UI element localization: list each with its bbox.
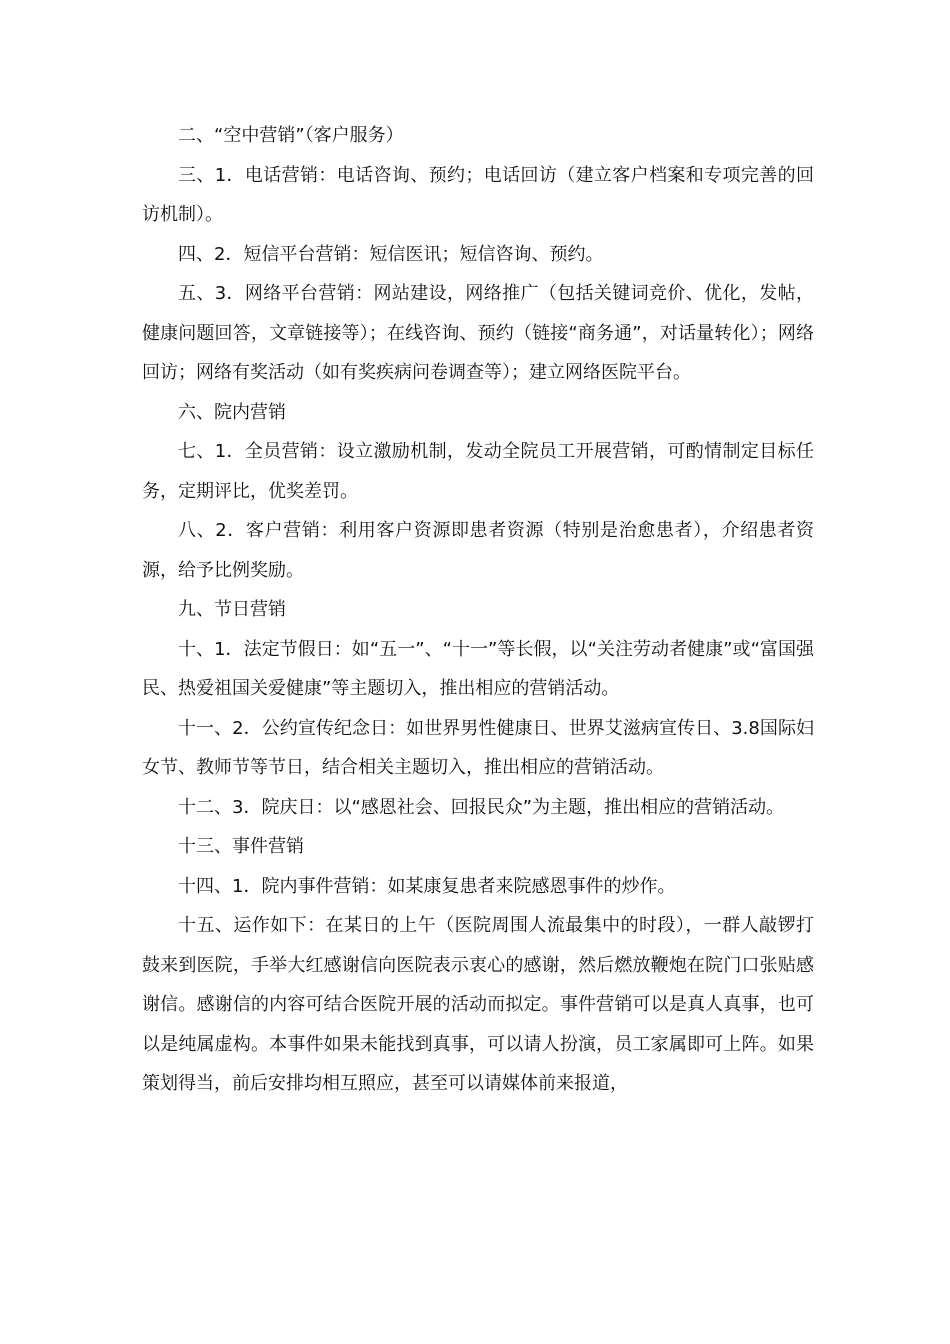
document-body — [142, 116, 814, 1104]
paragraph-commemoration-days: 十一、2．公约宣传纪念日：如世界男性健康日、世界艾滋病宣传日、3.8国际妇女节、教师节等节日，结合相关主题切入，推出相应的营销活动。 — [142, 717, 814, 778]
paragraph-anniversary: 十二、3．院庆日：以“感恩社会、回报民众”为主题，推出相应的营销活动。 — [178, 796, 785, 818]
paragraph-inhospital-event: 十四、1．院内事件营销：如某康复患者来院感恩事件的炒作。 — [178, 875, 676, 897]
paragraph-sms-marketing: 四、2．短信平台营销：短信医讯；短信咨询、预约。 — [178, 243, 604, 265]
paragraph-inhospital-heading: 六、院内营销 — [178, 401, 286, 423]
paragraph-staff-marketing: 七、1．全员营销：设立激励机制，发动全院员工开展营销，可酌情制定目标任务，定期评比，优奖差罚。 — [142, 441, 814, 502]
paragraph-phone-marketing: 三、1．电话营销：电话咨询、预约；电话回访（建立客户档案和专项完善的回访机制）。 — [142, 164, 814, 225]
paragraph-web-marketing: 五、3．网络平台营销：网站建设，网络推广（包括关键词竞价、优化，发帖，健康问题回答，文章链接等）；在线咨询、预约（链接“商务通”，对话量转化）；网络回访；网络有奖活动（如有奖疾病问卷调查等）；建立网络医院平台。 — [142, 283, 814, 383]
paragraph-event-operation: 十五、运作如下：在某日的上午（医院周围人流最集中的时段），一群人敲锣打鼓来到医院，手举大红感谢信向医院表示衷心的感谢，然后燃放鞭炮在院门口张贴感谢信。感谢信的内容可结合医院开展的活动而拟定。事件营销可以是真人真事，也可以是纯属虚构。本事件如果未能找到真事，可以请人扮演，员工家属即可上阵。如果策划得当，前后安排均相互照应，甚至可以请媒体前来报道， — [142, 915, 814, 1094]
paragraph-customer-marketing: 八、2．客户营销：利用客户资源即患者资源（特别是治愈患者），介绍患者资源，给予比例奖励。 — [142, 520, 814, 581]
paragraph-statutory-holidays: 十、1．法定节假日：如“五一”、“十一”等长假，以“关注劳动者健康”或“富国强民、热爱祖国关爱健康”等主题切入，推出相应的营销活动。 — [142, 638, 814, 699]
paragraph-holiday-heading: 九、节日营销 — [178, 599, 286, 620]
paragraph-service-heading: 二、“空中营销”（客户服务） — [178, 125, 404, 146]
paragraph-event-heading: 十三、事件营销 — [178, 836, 304, 857]
